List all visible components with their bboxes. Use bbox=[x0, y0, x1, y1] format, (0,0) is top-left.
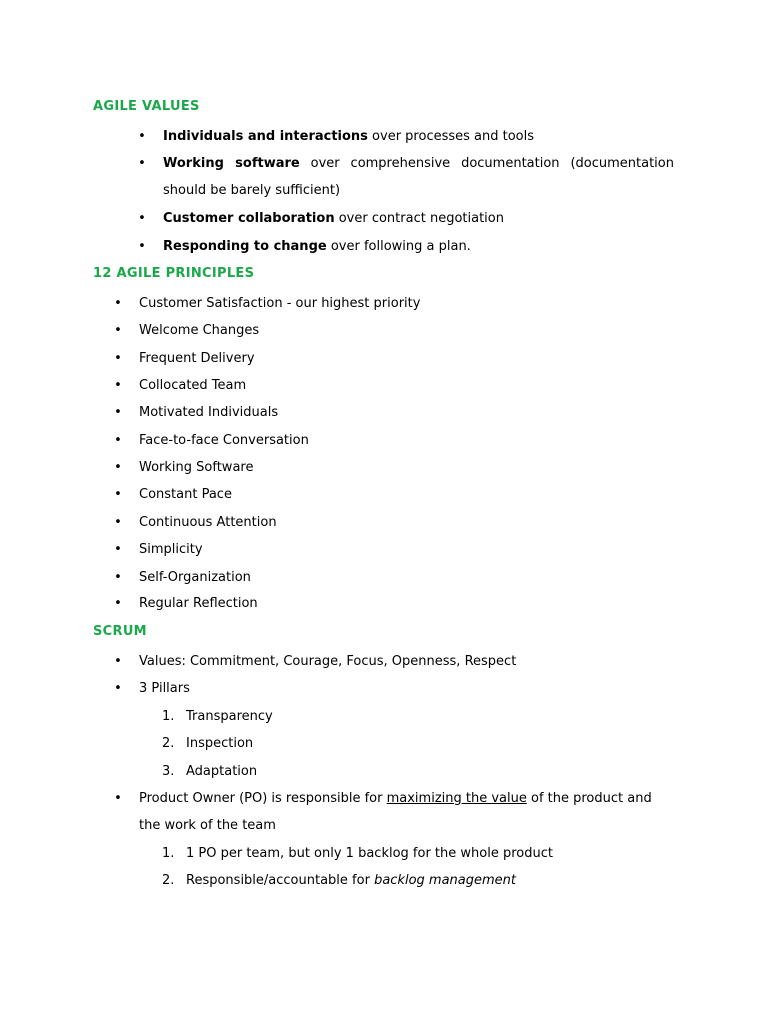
agile-values-heading: AGILE VALUES bbox=[93, 99, 200, 114]
principle-text: Welcome Changes bbox=[139, 323, 260, 338]
bullet-icon: • bbox=[114, 596, 122, 611]
bullet-icon: • bbox=[114, 460, 122, 475]
bullet-icon: • bbox=[138, 129, 146, 144]
item-number: 3. bbox=[162, 764, 175, 779]
principle-text: Motivated Individuals bbox=[139, 405, 279, 420]
principle-text: Simplicity bbox=[139, 542, 203, 557]
principle-text: Regular Reflection bbox=[139, 596, 258, 611]
po-item-text: Responsible/accountable for bbox=[186, 873, 375, 888]
po-continuation: the work of the team bbox=[139, 818, 276, 833]
value-rest: over contract negotiation bbox=[334, 211, 504, 226]
bullet-icon: • bbox=[114, 681, 122, 696]
principle-text: Customer Satisfaction - our highest priority bbox=[139, 296, 421, 311]
bullet-icon: • bbox=[138, 239, 146, 254]
bullet-icon: • bbox=[114, 542, 122, 557]
po-item-text: 1 PO per team, but only 1 backlog for the whole product bbox=[186, 846, 553, 861]
principle-text: Face-to-face Conversation bbox=[139, 433, 309, 448]
bullet-icon: • bbox=[114, 351, 122, 366]
bullet-icon: • bbox=[114, 296, 122, 311]
value-bold: Customer collaboration bbox=[163, 211, 335, 226]
bullet-icon: • bbox=[114, 515, 122, 530]
principle-text: Collocated Team bbox=[139, 378, 247, 393]
value-bold: Responding to change bbox=[163, 239, 327, 254]
bullet-icon: • bbox=[138, 211, 146, 226]
principle-text: Frequent Delivery bbox=[139, 351, 255, 366]
value-continuation: should be barely sufficient) bbox=[163, 183, 341, 198]
value-rest: over processes and tools bbox=[367, 129, 535, 144]
pillar-text: Transparency bbox=[186, 709, 273, 724]
po-item-italic: backlog management bbox=[374, 873, 516, 888]
item-number: 1. bbox=[162, 846, 175, 861]
value-bold: Working software bbox=[163, 156, 300, 171]
bullet-icon: • bbox=[114, 378, 122, 393]
scrum-heading: SCRUM bbox=[93, 624, 147, 639]
bullet-icon: • bbox=[114, 791, 122, 806]
bullet-icon: • bbox=[114, 570, 122, 585]
pillar-text: Adaptation bbox=[186, 764, 258, 779]
principle-text: Working Software bbox=[139, 460, 254, 475]
value-bold: Individuals and interactions bbox=[163, 129, 368, 144]
pillars-label: 3 Pillars bbox=[139, 681, 190, 696]
item-number: 1. bbox=[162, 709, 175, 724]
scrum-values: Values: Commitment, Courage, Focus, Openness, Respect bbox=[139, 654, 517, 669]
bullet-icon: • bbox=[114, 405, 122, 420]
item-number: 2. bbox=[162, 736, 175, 751]
bullet-icon: • bbox=[114, 654, 122, 669]
principle-text: Constant Pace bbox=[139, 487, 232, 502]
bullet-icon: • bbox=[114, 433, 122, 448]
pillar-text: Inspection bbox=[186, 736, 254, 751]
principle-text: Self-Organization bbox=[139, 570, 251, 585]
principles-heading: 12 AGILE PRINCIPLES bbox=[93, 266, 255, 281]
bullet-icon: • bbox=[138, 156, 146, 171]
bullet-icon: • bbox=[114, 323, 122, 338]
bullet-icon: • bbox=[114, 487, 122, 502]
value-rest: over comprehensive documentation (documentation bbox=[299, 156, 674, 171]
po-suffix: of the product and bbox=[526, 791, 652, 806]
po-underlined: maximizing the value bbox=[386, 791, 527, 806]
value-rest: over following a plan. bbox=[326, 239, 471, 254]
item-number: 2. bbox=[162, 873, 175, 888]
principle-text: Continuous Attention bbox=[139, 515, 277, 530]
po-prefix: Product Owner (PO) is responsible for bbox=[139, 791, 387, 806]
